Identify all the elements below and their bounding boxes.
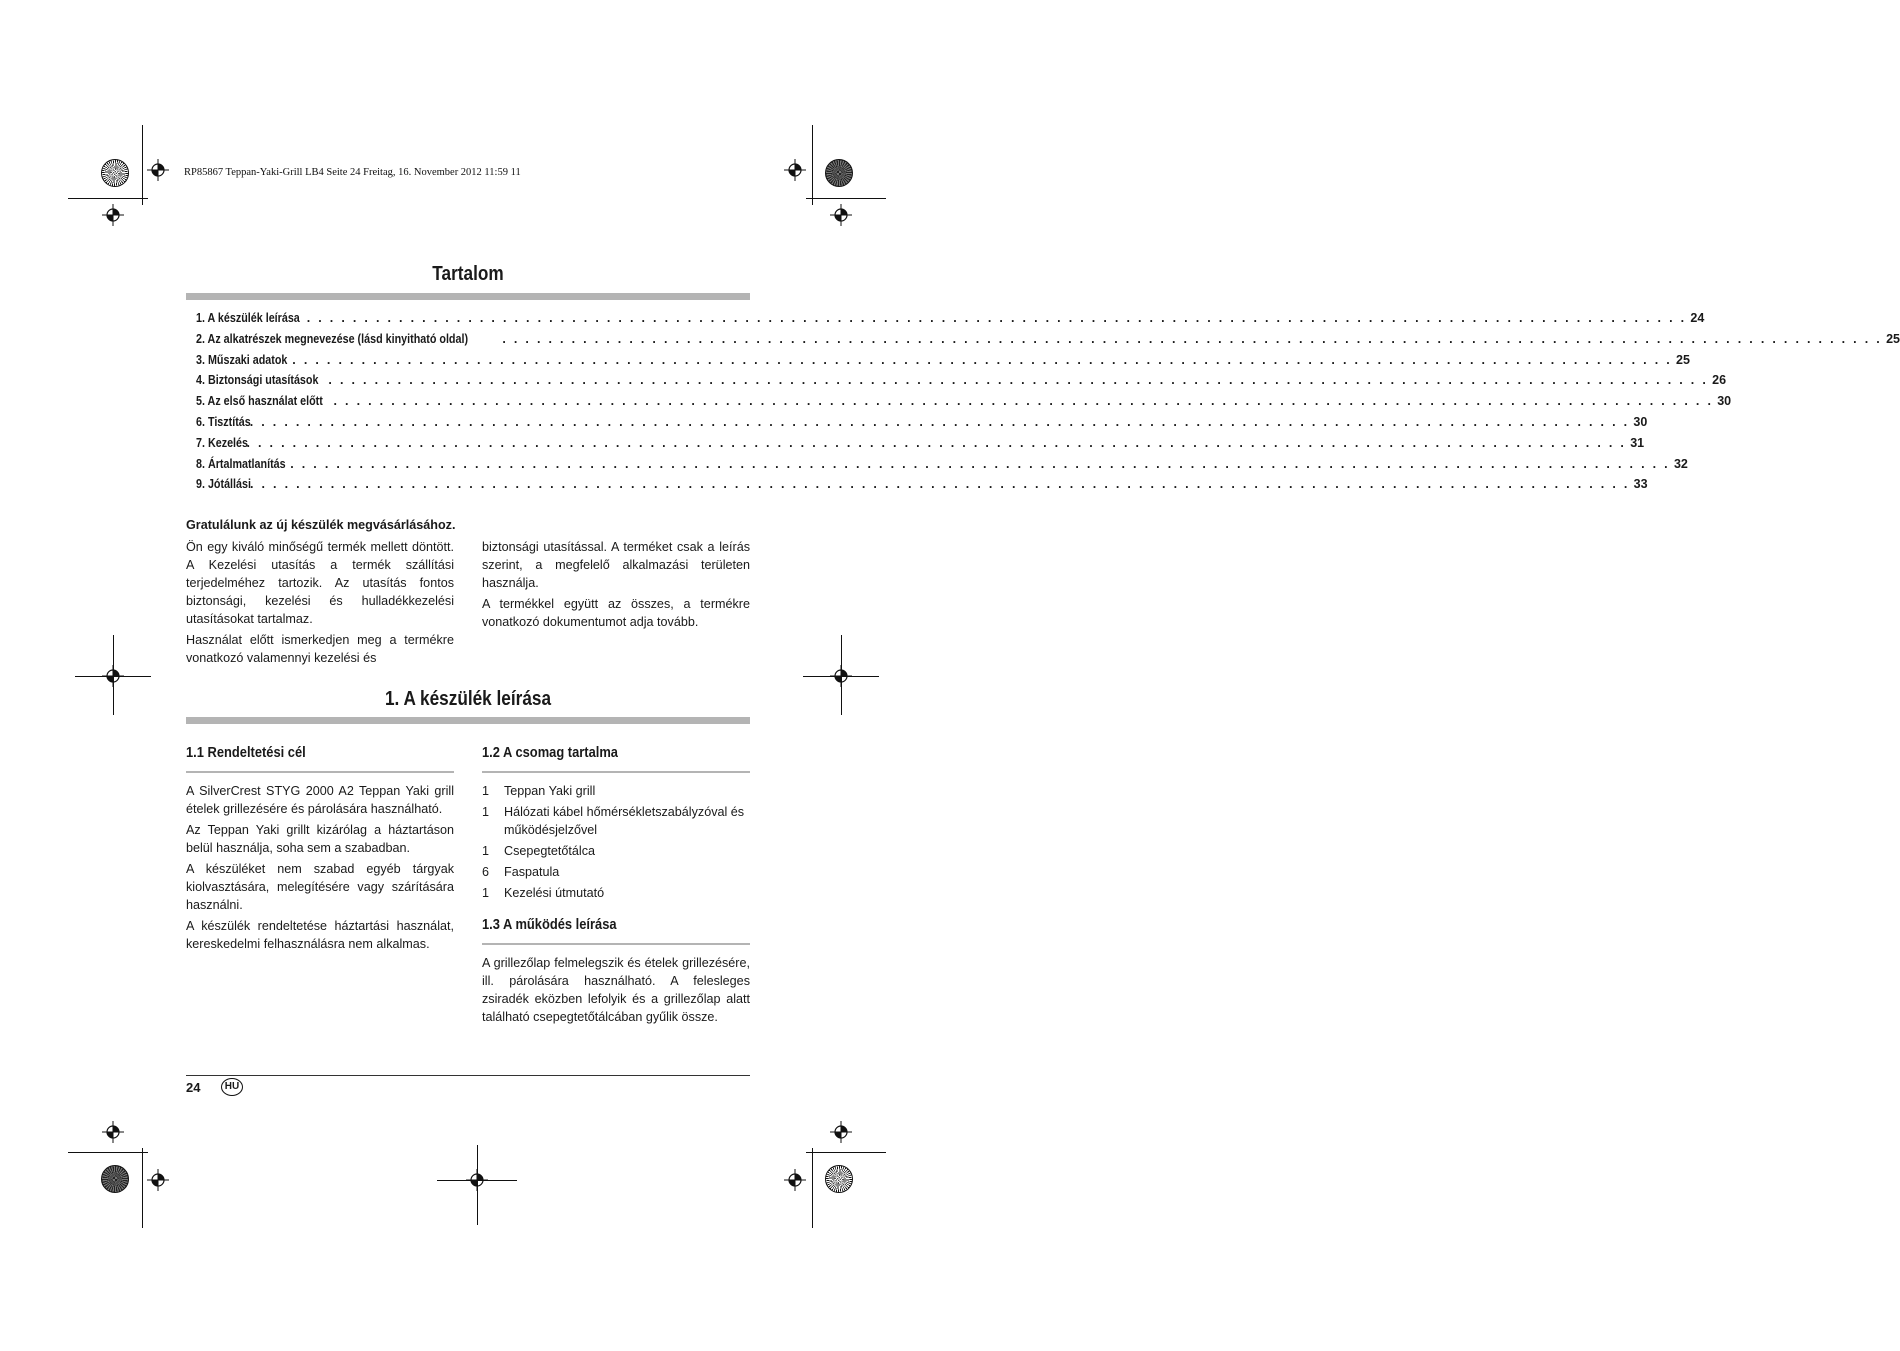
item-name: Faspatula	[504, 865, 560, 879]
toc-entry	[196, 352, 1690, 374]
item-name: Csepegtetőtálca	[504, 844, 596, 858]
paragraph: A SilverCrest STYG 2000 A2 Teppan Yaki grill ételek grillezésére és párolására használható.	[186, 784, 454, 816]
subsection-title-1-3: 1.3 A működés leírása	[482, 916, 617, 933]
crop-mark	[142, 1148, 143, 1228]
crop-mark	[68, 1152, 148, 1153]
subsection-body-1-3	[482, 954, 750, 1026]
title-bar	[186, 717, 750, 724]
paragraph: A termékkel együtt az összes, a termékre vonatkozó dokumentumot adja tovább.	[482, 597, 750, 629]
paragraph: biztonsági utasítással. A terméket csak a leírás szerint, a megfelelő alkalmazási területen használja.	[482, 540, 750, 590]
toc-leader-dots: . . . . . . . . . . . . . . . . . . . . . . . . . . . . . . . . . . . . . . . . . . . . . . . . . . . . . . . . . . . . . . . . . . . . . . . . . . . . . . . . . . . . . . . . . . . . . . . . . . . . . . . . . . . . . . . . . . . . . . . .	[306, 311, 1687, 325]
paragraph: Használat előtt ismerkedjen meg a termékre vonatkozó valamennyi kezelési és	[186, 633, 454, 665]
list-item	[482, 863, 750, 881]
toc-entry	[196, 435, 1645, 457]
item-quantity: 1	[482, 886, 490, 900]
item-name: Hálózati kábel hőmérsékletszabályzóval és működésjelzővel	[504, 805, 745, 837]
print-slug: RP85867 Teppan-Yaki-Grill LB4 Seite 24 Freitag, 16. November 2012 11:59 11	[184, 167, 521, 178]
crop-mark	[68, 198, 148, 199]
toc-leader-dots: . . . . . . . . . . . . . . . . . . . . . . . . . . . . . . . . . . . . . . . . . . . . . . . . . . . . . . . . . . . . . . . . . . . . . . . . . . . . . . . . . . . . . . . . . . . . . . . . . . . . . . . . . . . . . . . . . . . . . . . .	[249, 414, 1630, 429]
footer-rule	[186, 1075, 750, 1076]
crop-mark	[437, 1180, 517, 1181]
crop-mark	[477, 1145, 478, 1225]
toc-entry	[196, 311, 1705, 332]
crop-mark	[803, 676, 879, 677]
toc-entry	[196, 331, 1900, 353]
crop-mark	[841, 635, 842, 715]
package-contents-list	[482, 782, 750, 905]
intro-left-column	[186, 538, 454, 667]
rosette-mark-icon	[825, 159, 853, 187]
paragraph: A grillezőlap felmelegszik és ételek grillezésére, ill. párolására használható. A felesleges zsiradék eközben lefolyik és a grillezőlap alatt található csepegtetőtálcában gyűlik össze.	[482, 956, 750, 1024]
rosette-mark-icon	[101, 1165, 129, 1193]
rosette-mark-icon	[101, 159, 129, 187]
registration-mark-icon	[830, 1121, 852, 1143]
crop-mark	[806, 1152, 886, 1153]
toc-entry	[196, 414, 1648, 436]
page-number: 24	[186, 1080, 201, 1095]
toc-entry	[196, 477, 1648, 498]
crop-mark	[75, 676, 151, 677]
toc-leader-dots: . . . . . . . . . . . . . . . . . . . . . . . . . . . . . . . . . . . . . . . . . . . . . . . . . . . . . . . . . . . . . . . . . . . . . . . . . . . . . . . . . . . . . . . . . . . . . . . . . . . . . . . . . . . . . . . . . . . . . . . .	[292, 352, 1673, 367]
toc-entry-label: 5. Az első használat előtt	[196, 394, 323, 409]
paragraph: Ön egy kiváló minőségű termék mellett döntött. A Kezelési utasítás a termék szállítási terjedelméhez tartozik. Az utasítás fontos biztonsági, kezelési és hulladékkezelési utasításokat tartalmaz.	[186, 540, 454, 626]
crop-mark	[142, 125, 143, 205]
toc-entry-page: 33	[1633, 477, 1648, 492]
toc-entry-page: 30	[1717, 394, 1732, 409]
registration-mark-icon	[830, 204, 852, 226]
toc-title: Tartalom	[432, 263, 504, 285]
toc-leader-dots: . . . . . . . . . . . . . . . . . . . . . . . . . . . . . . . . . . . . . . . . . . . . . . . . . . . . . . . . . . . . . . . . . . . . . . . . . . . . . . . . . . . . . . . . . . . . . . . . . . . . . . . . . . . . . . . . . . . . . . . .	[249, 477, 1630, 492]
paragraph: Az Teppan Yaki grillt kizárólag a háztartáson belül használja, soha sem a szabadban.	[186, 823, 454, 855]
toc-entry-page: 32	[1673, 456, 1688, 471]
toc-leader-dots: . . . . . . . . . . . . . . . . . . . . . . . . . . . . . . . . . . . . . . . . . . . . . . . . . . . . . . . . . . . . . . . . . . . . . . . . . . . . . . . . . . . . . . . . . . . . . . . . . . . . . . . . . . . . . . . . . . . . . . . .	[502, 331, 1883, 346]
title-bar	[186, 293, 750, 300]
toc-entry-label: 1. A készülék leírása	[196, 311, 300, 325]
intro-right-column	[482, 538, 750, 631]
subsection-title-1-2: 1.2 A csomag tartalma	[482, 744, 618, 761]
registration-mark-icon	[147, 159, 169, 181]
toc-entry-label: 6. Tisztítás	[196, 414, 251, 429]
subsection-rule	[186, 771, 454, 773]
registration-mark-icon	[102, 204, 124, 226]
rosette-mark-icon	[825, 1165, 853, 1193]
subsection-body-1-1	[186, 782, 454, 953]
section-title: 1. A készülék leírása	[384, 688, 552, 710]
crop-mark	[812, 1148, 813, 1228]
registration-mark-icon	[784, 159, 806, 181]
toc-entry-page: 30	[1633, 414, 1648, 429]
toc-entry-label: 7. Kezelés	[196, 435, 249, 450]
intro-title: Gratulálunk az új készülék megvásárlásához.	[186, 518, 456, 532]
toc-leader-dots: . . . . . . . . . . . . . . . . . . . . . . . . . . . . . . . . . . . . . . . . . . . . . . . . . . . . . . . . . . . . . . . . . . . . . . . . . . . . . . . . . . . . . . . . . . . . . . . . . . . . . . . . . . . . . . . . . . . . . . . .	[333, 394, 1714, 409]
crop-mark	[812, 125, 813, 205]
crop-mark	[113, 635, 114, 715]
toc-entry-page: 26	[1712, 373, 1727, 388]
toc-entry-label: 3. Műszaki adatok	[196, 352, 288, 367]
item-quantity: 1	[482, 784, 490, 798]
subsection-title-1-1: 1.1 Rendeltetési cél	[186, 744, 306, 761]
toc-leader-dots: . . . . . . . . . . . . . . . . . . . . . . . . . . . . . . . . . . . . . . . . . . . . . . . . . . . . . . . . . . . . . . . . . . . . . . . . . . . . . . . . . . . . . . . . . . . . . . . . . . . . . . . . . . . . . . . . . . . . . . . .	[328, 373, 1709, 388]
item-name: Teppan Yaki grill	[504, 784, 596, 798]
list-item	[482, 782, 750, 800]
paragraph: A készüléket nem szabad egyéb tárgyak kiolvasztására, melegítésére vagy szárítására használni.	[186, 862, 454, 912]
toc-entry-page: 24	[1690, 311, 1705, 325]
toc-entry-label: 8. Ártalmatlanítás	[196, 456, 286, 471]
toc-entry	[196, 394, 1732, 415]
list-item	[482, 884, 750, 902]
toc-leader-dots: . . . . . . . . . . . . . . . . . . . . . . . . . . . . . . . . . . . . . . . . . . . . . . . . . . . . . . . . . . . . . . . . . . . . . . . . . . . . . . . . . . . . . . . . . . . . . . . . . . . . . . . . . . . . . . . . . . . . . . . .	[290, 456, 1670, 471]
toc-entry	[196, 373, 1727, 394]
toc-entry-page: 31	[1630, 435, 1645, 450]
paragraph: A készülék rendeltetése háztartási használat, kereskedelmi felhasználásra nem alkalmas.	[186, 919, 454, 951]
item-quantity: 1	[482, 844, 490, 858]
list-item	[482, 842, 750, 860]
item-name: Kezelési útmutató	[504, 886, 605, 900]
toc-entry	[196, 456, 1688, 478]
toc-entry-label: 4. Biztonsági utasítások	[196, 373, 319, 388]
toc-entry-label: 9. Jótállási	[196, 477, 251, 492]
registration-mark-icon	[102, 1121, 124, 1143]
item-quantity: 1	[482, 805, 490, 819]
registration-mark-icon	[784, 1169, 806, 1191]
crop-mark	[806, 198, 886, 199]
toc-entry-page: 25	[1886, 331, 1900, 346]
toc-entry-page: 25	[1676, 352, 1690, 367]
list-item	[482, 803, 750, 839]
subsection-rule	[482, 771, 750, 773]
toc-entry-label: 2. Az alkatrészek megnevezése (lásd kinyitható oldal)	[196, 331, 469, 346]
toc-leader-dots: . . . . . . . . . . . . . . . . . . . . . . . . . . . . . . . . . . . . . . . . . . . . . . . . . . . . . . . . . . . . . . . . . . . . . . . . . . . . . . . . . . . . . . . . . . . . . . . . . . . . . . . . . . . . . . . . . . . . . . . .	[246, 435, 1627, 450]
registration-mark-icon	[147, 1169, 169, 1191]
item-quantity: 6	[482, 865, 490, 879]
table-of-contents	[196, 311, 1900, 498]
language-badge: HU	[221, 1078, 243, 1096]
subsection-rule	[482, 943, 750, 945]
